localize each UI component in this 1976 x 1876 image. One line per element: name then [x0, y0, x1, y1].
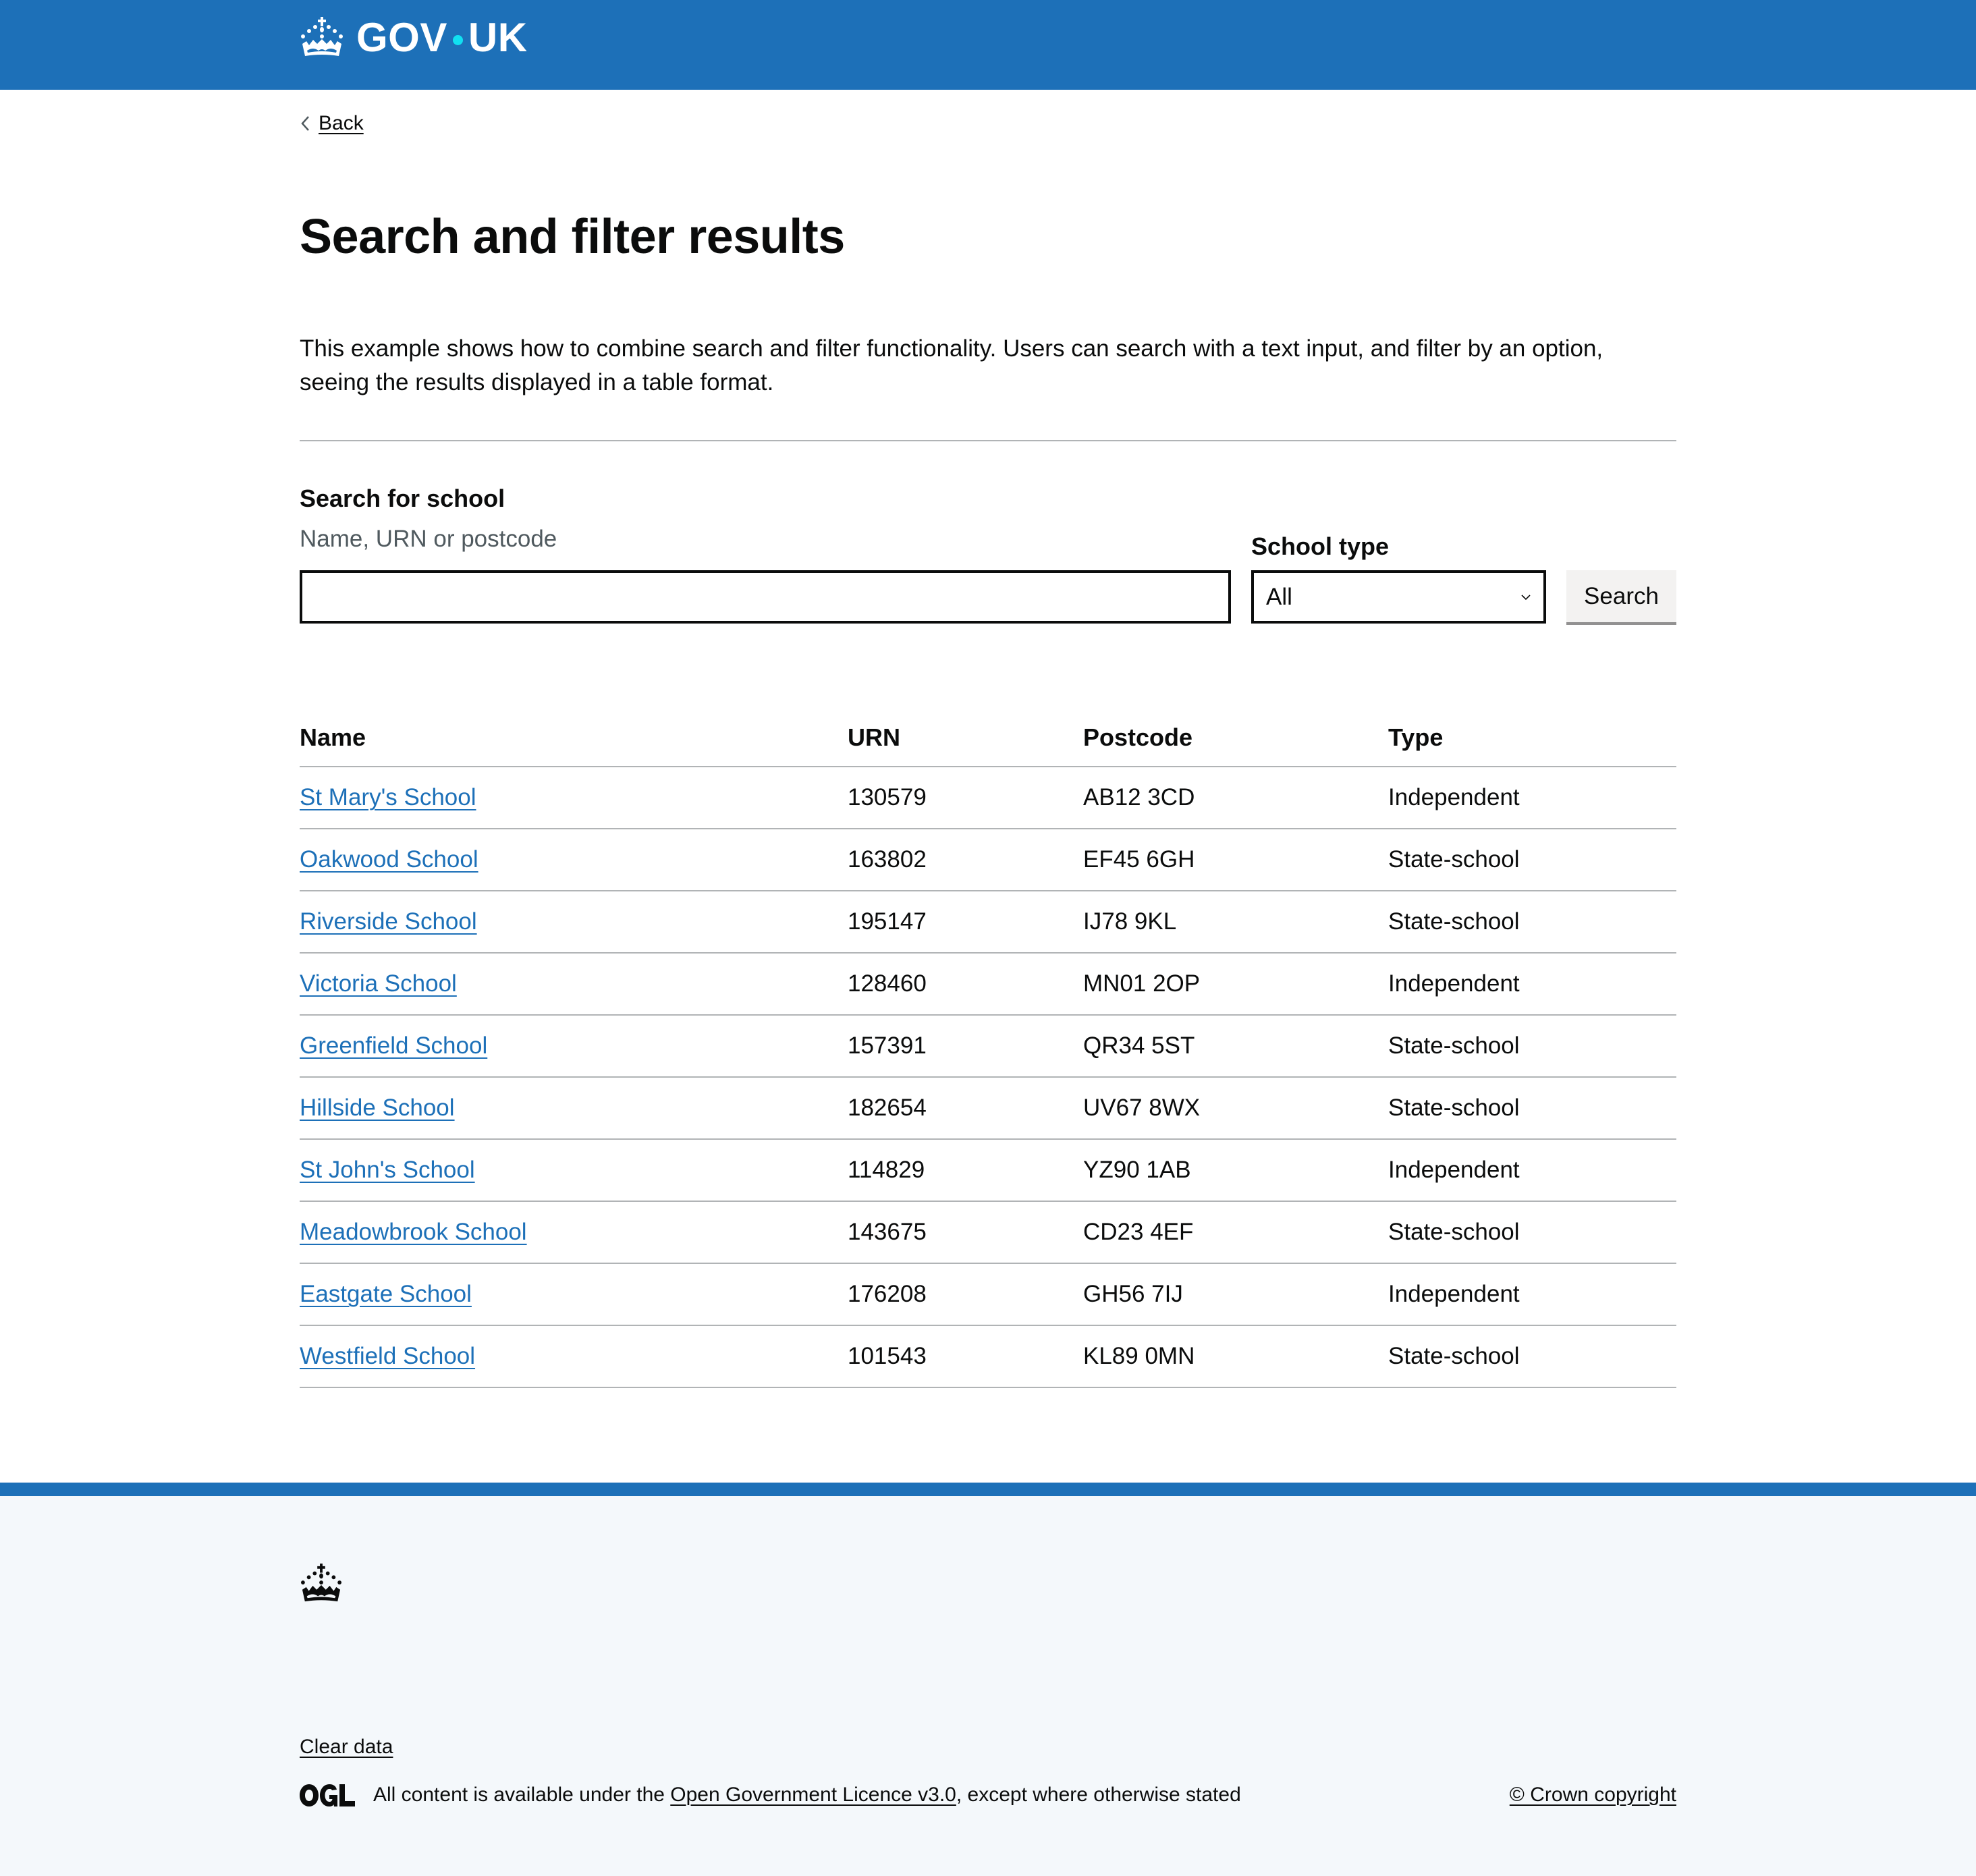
column-header-type: Type	[1388, 709, 1676, 767]
crown-icon	[300, 1564, 343, 1604]
logo-text-gov: GOV	[356, 15, 447, 60]
crown-icon	[300, 17, 344, 59]
urn-cell: 163802	[848, 829, 1083, 891]
urn-cell: 101543	[848, 1325, 1083, 1387]
postcode-cell: YZ90 1AB	[1083, 1139, 1388, 1201]
logo-dot	[453, 35, 463, 45]
table-row	[300, 1139, 1676, 1201]
ogl-logo-icon	[300, 1784, 355, 1806]
results-table	[300, 709, 1676, 1388]
postcode-cell: GH56 7IJ	[1083, 1263, 1388, 1325]
school-link[interactable]: Hillside School	[300, 1095, 455, 1121]
postcode-cell: UV67 8WX	[1083, 1077, 1388, 1139]
table-row	[300, 767, 1676, 829]
postcode-cell: KL89 0MN	[1083, 1325, 1388, 1387]
clear-data-link[interactable]: Clear data	[300, 1736, 393, 1758]
urn-cell: 130579	[848, 767, 1083, 829]
type-cell: State-school	[1388, 1077, 1676, 1139]
page-title: Search and filter results	[300, 210, 845, 264]
school-type-label: School type	[1251, 532, 1390, 560]
urn-cell: 128460	[848, 953, 1083, 1015]
urn-cell: 176208	[848, 1263, 1083, 1325]
intro-paragraph: This example shows how to combine search and filter functionality. Users can search with a text input, and filter by an option, seeing the results displayed in a table format.	[300, 335, 1603, 395]
school-link[interactable]: Greenfield School	[300, 1032, 488, 1059]
table-row	[300, 829, 1676, 891]
licence-suffix: , except where otherwise stated	[956, 1784, 1241, 1806]
type-cell: Independent	[1388, 1139, 1676, 1201]
urn-cell: 182654	[848, 1077, 1083, 1139]
licence-prefix: All content is available under the	[373, 1784, 671, 1806]
school-type-selected-value: All	[1266, 583, 1292, 610]
search-button[interactable]: Search	[1566, 570, 1676, 622]
table-row	[300, 1201, 1676, 1263]
type-cell: State-school	[1388, 1015, 1676, 1077]
postcode-cell: EF45 6GH	[1083, 829, 1388, 891]
table-row	[300, 1263, 1676, 1325]
search-input[interactable]	[300, 570, 1231, 624]
school-link[interactable]: Eastgate School	[300, 1281, 472, 1307]
school-link[interactable]: St John's School	[300, 1157, 475, 1183]
logo-text-uk: UK	[468, 15, 528, 60]
search-hint: Name, URN or postcode	[300, 526, 557, 552]
column-header-name: Name	[300, 709, 848, 767]
chevron-down-icon	[1520, 594, 1531, 601]
licence-link[interactable]: Open Government Licence v3.0	[670, 1784, 956, 1806]
type-cell: Independent	[1388, 1263, 1676, 1325]
chevron-left-icon	[300, 115, 310, 132]
back-link[interactable]: Back	[319, 112, 364, 134]
school-type-select[interactable]	[1251, 570, 1546, 624]
table-row	[300, 891, 1676, 953]
table-header-row	[300, 709, 1676, 767]
urn-cell: 157391	[848, 1015, 1083, 1077]
site-header	[0, 0, 1976, 90]
column-header-postcode: Postcode	[1083, 709, 1388, 767]
type-cell: Independent	[1388, 953, 1676, 1015]
postcode-cell: MN01 2OP	[1083, 953, 1388, 1015]
postcode-cell: CD23 4EF	[1083, 1201, 1388, 1263]
govuk-logotype	[356, 16, 528, 59]
site-footer	[0, 1483, 1976, 1876]
postcode-cell: QR34 5ST	[1083, 1015, 1388, 1077]
table-row	[300, 1077, 1676, 1139]
section-divider	[300, 440, 1676, 441]
type-cell: State-school	[1388, 1201, 1676, 1263]
school-link[interactable]: Victoria School	[300, 970, 457, 997]
table-row	[300, 1325, 1676, 1387]
footer-meta	[300, 1782, 1676, 1809]
column-header-urn: URN	[848, 709, 1083, 767]
urn-cell: 143675	[848, 1201, 1083, 1263]
postcode-cell: AB12 3CD	[1083, 767, 1388, 829]
table-row	[300, 1015, 1676, 1077]
search-label: Search for school	[300, 485, 505, 512]
school-link[interactable]: Meadowbrook School	[300, 1219, 527, 1245]
school-link[interactable]: Riverside School	[300, 908, 477, 935]
back-link-container	[300, 110, 364, 137]
licence-text	[373, 1782, 1510, 1809]
crown-copyright-link[interactable]: © Crown copyright	[1509, 1784, 1676, 1806]
school-link[interactable]: Oakwood School	[300, 846, 478, 873]
school-link[interactable]: Westfield School	[300, 1343, 476, 1369]
type-cell: Independent	[1388, 767, 1676, 829]
type-cell: State-school	[1388, 829, 1676, 891]
postcode-cell: IJ78 9KL	[1083, 891, 1388, 953]
govuk-home-link[interactable]	[300, 16, 528, 59]
type-cell: State-school	[1388, 891, 1676, 953]
urn-cell: 195147	[848, 891, 1083, 953]
type-cell: State-school	[1388, 1325, 1676, 1387]
school-link[interactable]: St Mary's School	[300, 784, 476, 810]
urn-cell: 114829	[848, 1139, 1083, 1201]
table-row	[300, 953, 1676, 1015]
